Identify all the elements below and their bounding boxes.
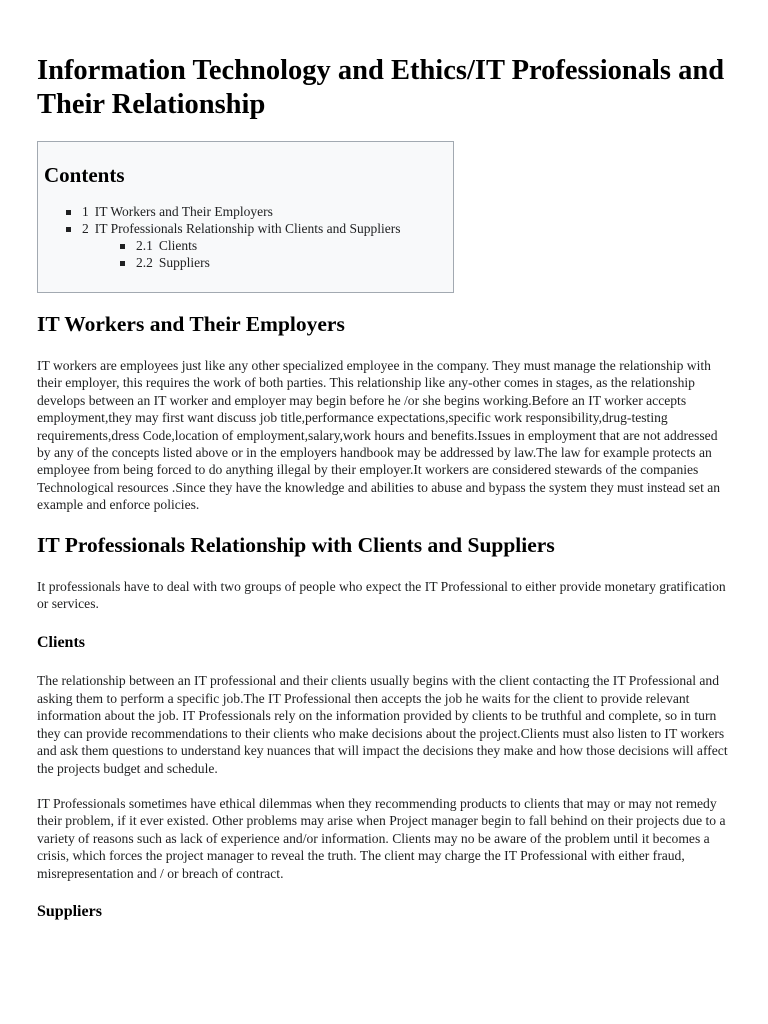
toc-item-number: 2.2 xyxy=(136,255,153,270)
toc-list xyxy=(44,203,447,271)
table-of-contents xyxy=(37,141,454,293)
toc-item-label: IT Workers and Their Employers xyxy=(94,204,273,219)
toc-item-number: 1 xyxy=(82,204,89,219)
toc-item-number: 2.1 xyxy=(136,238,153,253)
subsection-heading-suppliers: Suppliers xyxy=(37,902,102,920)
toc-title: Contents xyxy=(44,163,125,187)
toc-sublist xyxy=(82,237,447,271)
toc-item-label: Clients xyxy=(158,238,198,253)
toc-item-clients-suppliers[interactable] xyxy=(66,220,447,271)
paragraph-clients-1: The relationship between an IT professional and their clients usually begins with the client contacting the IT Professional and asking them to perform a specific job.The IT Professional then accepts the job he waits for the client to provide relevant information about the job. IT Professionals rely on the information provided by clients to be truthful and complete, so in turn they can provide recommendations to their clients who make decisions about the project.Clients must also listen to IT workers and ask them questions to understand key nuances that will impact the decisions they make and how those decisions will affect the projects budget and schedule. xyxy=(37,673,728,776)
page-title: Information Technology and Ethics/IT Professionals and Their Relationship xyxy=(37,55,725,120)
toc-item-clients[interactable] xyxy=(120,237,447,254)
section-heading-employers: IT Workers and Their Employers xyxy=(37,312,345,336)
paragraph-employers: IT workers are employees just like any other specialized employee in the company. They must manage the relationship with their employer, this requires the work of both parties. This relationship like any-other comes in stages, as the relationship develops between an IT worker and employer may begin before he /or she begins working.Before an IT worker accepts employment,they may first want discuss job title,performance expectations,specific work responsibility,drug-testing requirements,dress Code,location of employment,salary,work hours and benefits.Issues in employment that are not addressed by any of the concepts listed above or in the employers handbook may be addressed by law.The law for example protects an employee from being forced to do anything illegal by their employer.It workers are considered stewards of the companies Technological resources .Since they have the knowledge and abilities to abuse and bypass the system they must instead set an example and enforce policies. xyxy=(37,358,721,513)
toc-item-number: 2 xyxy=(82,221,89,236)
toc-item-label: IT Professionals Relationship with Clients and Suppliers xyxy=(94,221,401,236)
subsection-heading-clients: Clients xyxy=(37,634,85,652)
toc-item-suppliers[interactable] xyxy=(120,254,447,271)
paragraph-clients-suppliers: It professionals have to deal with two groups of people who expect the IT Professional to either provide monetary gratification or services. xyxy=(37,578,726,612)
toc-item-label: Suppliers xyxy=(158,255,210,270)
toc-item-employers[interactable] xyxy=(66,203,447,220)
paragraph-clients-2: IT Professionals sometimes have ethical dilemmas when they recommending products to clients that may or may not remedy their problem, if it ever existed. Other problems may arise when Project manager begin to fall behind on their projects due to a variety of reasons such as lack of experience and/or information. Clients may no be aware of the problem until it becomes a crisis, which forces the project manager to reveal the truth. The client may charge the IT Professional with either fraud, misrepresentation and / or breach of contract. xyxy=(37,795,726,881)
section-heading-clients-suppliers: IT Professionals Relationship with Clients and Suppliers xyxy=(37,532,555,557)
